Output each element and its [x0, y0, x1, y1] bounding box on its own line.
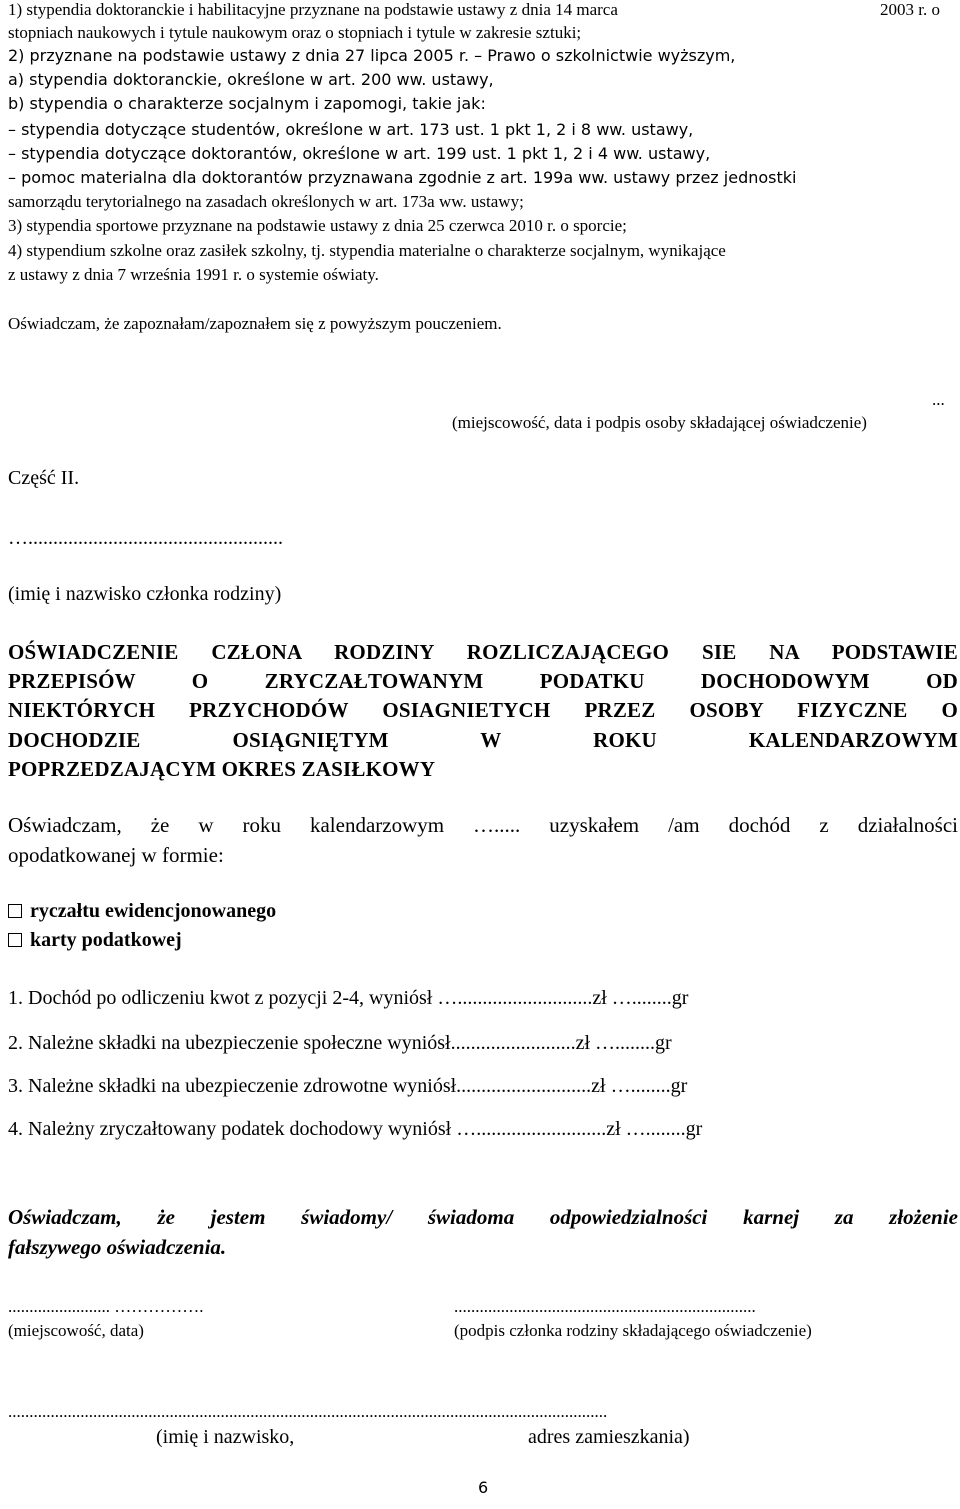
- amount-line-2: 2. Należne składki na ubezpieczenie społeczne wyniósł.........................zł …........gr: [8, 1032, 672, 1054]
- address-label: adres zamieszkania): [528, 1426, 690, 1448]
- member-signature-dots: .......................................................................: [454, 1297, 756, 1316]
- signature-label: (miejscowość, data i podpis osoby składającej oświadczenie): [452, 413, 867, 432]
- name-label: (imię i nazwisko,: [156, 1426, 295, 1448]
- declaration-acknowledgement: Oświadczam, że zapoznałam/zapoznałem się z powyższym pouczeniem.: [8, 314, 502, 333]
- list-item-1-line1: 1) stypendia doktoranckie i habilitacyjne przyznane na podstawie ustawy z dnia 14 marca: [8, 0, 618, 19]
- responsibility-line-2: fałszywego oświadczenia.: [8, 1235, 227, 1259]
- list-item-2b: b) stypendia o charakterze socjalnym i zapomogi, takie jak:: [8, 94, 486, 113]
- place-date-label: (miejscowość, data): [8, 1321, 144, 1340]
- page-number: 6: [478, 1478, 489, 1497]
- heading-line-4: DOCHODZIE OSIĄGNIĘTYM W ROKU KALENDARZOWYM: [8, 728, 958, 752]
- name-address-dots: .............................................................................................................................................: [8, 1402, 608, 1421]
- responsibility-line-1: Oświadczam, że jestem świadomy/ świadoma odpowiedzialności karnej za złożenie: [8, 1205, 958, 1229]
- list-item-1-line2: stopniach naukowych i tytule naukowym oraz o stopniach i tytule w zakresie sztuki;: [8, 23, 582, 42]
- amount-line-4: 4. Należny zryczałtowany podatek dochodowy wyniósł …..........................zł …........gr: [8, 1118, 703, 1140]
- checkbox-icon[interactable]: [8, 904, 22, 918]
- list-item-3: 3) stypendia sportowe przyznane na podstawie ustawy z dnia 25 czerwca 2010 r. o sporcie;: [8, 216, 627, 235]
- heading-line-3: NIEKTÓRYCH PRZYCHODÓW OSIAGNIETYCH PRZEZ OSOBY FIZYCZNE O: [8, 698, 958, 722]
- member-name-label: (imię i nazwisko członka rodziny): [8, 583, 282, 605]
- list-item-dash-1: – stypendia dotyczące studentów, określone w art. 173 ust. 1 pkt 1, 2 i 8 ww. ustawy,: [8, 120, 694, 139]
- amount-line-3: 3. Należne składki na ubezpieczenie zdrowotne wyniósł...........................zł …........gr: [8, 1075, 688, 1097]
- member-name-dots: …...................................................: [8, 527, 283, 549]
- income-declaration-line-2: opodatkowanej w formie:: [8, 843, 224, 867]
- list-item-4-cont: z ustawy z dnia 7 września 1991 r. o systemie oświaty.: [8, 265, 379, 284]
- list-item-dash-3: – pomoc materialna dla doktorantów przyznawana zgodnie z art. 199a ww. ustawy przez jednostki: [8, 168, 797, 187]
- option-label: ryczałtu ewidencjonowanego: [30, 900, 277, 922]
- list-item-1-tail: 2003 r. o: [880, 0, 940, 19]
- list-item-2: 2) przyznane na podstawie ustawy z dnia 27 lipca 2005 r. – Prawo o szkolnictwie wyższym,: [8, 46, 736, 65]
- part-title: Część II.: [8, 467, 80, 489]
- signature-dots: ...: [932, 390, 945, 409]
- list-item-2a: a) stypendia doktoranckie, określone w art. 200 ww. ustawy,: [8, 70, 494, 89]
- list-item-dash-2: – stypendia dotyczące doktorantów, określone w art. 199 ust. 1 pkt 1, 2 i 4 ww. ustawy,: [8, 144, 711, 163]
- member-signature-label: (podpis członka rodziny składającego oświadczenie): [454, 1321, 812, 1340]
- heading-line-2: PRZEPISÓW O ZRYCZAŁTOWANYM PODATKU DOCHODOWYM OD: [8, 669, 958, 693]
- income-declaration-line-1: Oświadczam, że w roku kalendarzowym …..... uzyskałem /am dochód z działalności: [8, 813, 958, 837]
- place-date-dots: ........................ …………….: [8, 1297, 204, 1316]
- list-item-dash-3-cont: samorządu terytorialnego na zasadach określonych w art. 173a ww. ustawy;: [8, 192, 524, 211]
- option-tax-card[interactable]: [8, 929, 182, 952]
- heading-line-1: OŚWIADCZENIE CZŁONA RODZINY ROZLICZAJĄCEGO SIE NA PODSTAWIE: [8, 640, 958, 664]
- option-label: karty podatkowej: [30, 929, 182, 951]
- heading-line-5: POPRZEDZAJĄCYM OKRES ZASIŁKOWY: [8, 757, 436, 781]
- amount-line-1: 1. Dochód po odliczeniu kwot z pozycji 2-4, wyniósł …...........................zł …........gr: [8, 987, 689, 1009]
- checkbox-icon[interactable]: [8, 933, 22, 947]
- option-lump-sum[interactable]: [8, 900, 276, 923]
- list-item-4: 4) stypendium szkolne oraz zasiłek szkolny, tj. stypendia materialne o charakterze socjalnym, wynikające: [8, 241, 726, 260]
